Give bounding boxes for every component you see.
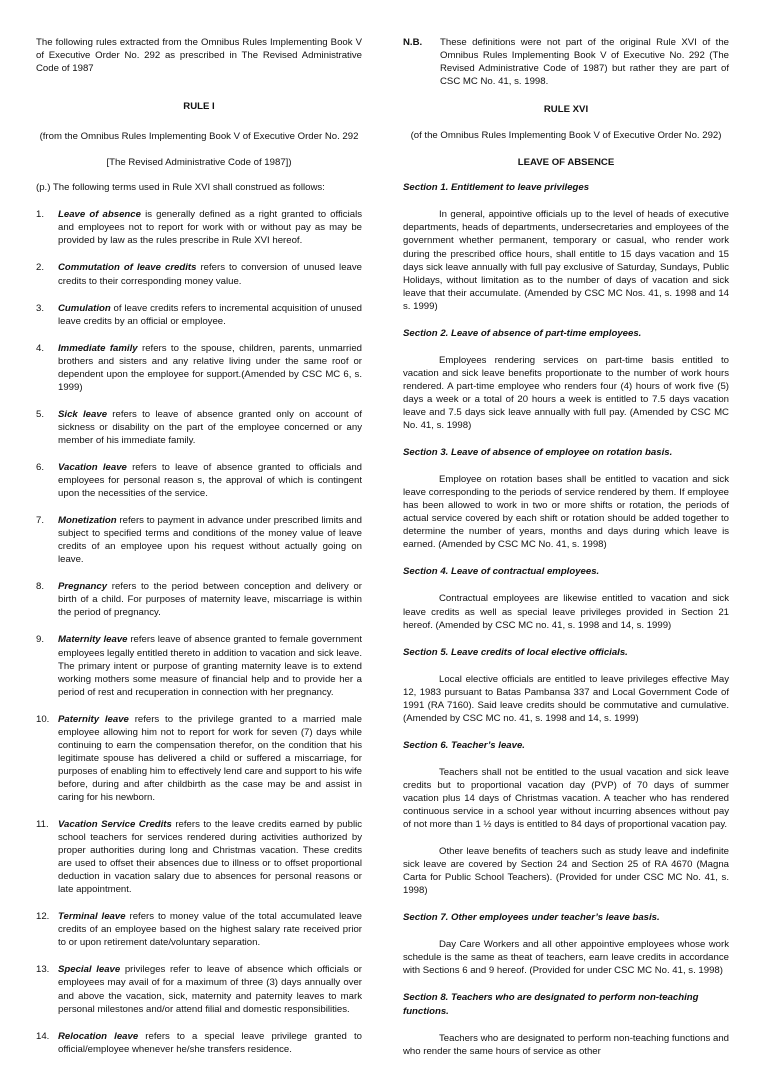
definition-number: 11. <box>36 819 49 831</box>
definition-body: refers to the privilege granted to a married male employee allowing him not to report for work for seven (7) days while continuing to earn the compensation therefor, on the condition that his legitimate spouse has delivered a child or suffered a miscarriage, for purposes of enabling him to effectively lend care and support to his wife before, during and after childbirth as the case may be and assist in caring for his newborn. <box>58 713 362 803</box>
right-column <box>403 36 729 1072</box>
definition-term: Immediate family <box>58 342 138 354</box>
definition-term: Vacation Service Credits <box>58 819 172 831</box>
definition-item <box>36 713 362 804</box>
rule-i-from: (from the Omnibus Rules Implementing Book V of Executive Order No. 292 <box>39 131 359 143</box>
rule-xvi-title: RULE XVI <box>543 104 589 116</box>
definition-number: 13. <box>36 964 50 976</box>
definition-body: refers to conversion of unused leave credits to their corresponding money value. <box>58 262 362 287</box>
section-heading: Section 3. Leave of absence of employee on rotation basis. <box>403 447 673 459</box>
definition-body: refers to money value of the total accumulated leave credits of an employee based on the highest salary rate received prior to or upon retirement date/voluntary separation. <box>58 911 363 949</box>
definition-number: 9. <box>36 634 45 646</box>
definition-number: 7. <box>36 515 45 527</box>
definition-item <box>36 261 362 287</box>
definitions-list <box>36 208 362 1055</box>
definition-body: privileges refer to leave of absence which officials or employees may avail of for a maximum of three (3) days annually over and above the vacation, sick, maternity and paternity leaves to mark personal milestones and/or attend filial and domestic responsibilities. <box>58 964 362 1015</box>
definition-text <box>58 1030 362 1056</box>
definition-item <box>36 1030 362 1056</box>
leave-of-absence-heading: LEAVE OF ABSENCE <box>517 157 615 169</box>
definition-term: Paternity leave <box>58 713 129 725</box>
definition-item <box>36 302 362 328</box>
definition-number: 8. <box>36 581 45 593</box>
definition-item <box>36 342 362 394</box>
definition-item <box>36 514 362 566</box>
rule-i-code: [The Revised Administrative Code of 1987]) <box>106 157 292 169</box>
definition-number: 4. <box>36 342 45 354</box>
section-paragraph: In general, appointive officials up to the level of heads of executive departments, heads of departments, undersecretaries and employees of the government whether permanent, temporary or casual, who render work during the prescribed office hours, shall entitle to 15 days vacation and 15 days sick leave annually with full pay exclusive of Saturday, Sundays, Public Holidays, without limitation as to the number of days of vacation and sick leave that their accumulate. (Amended by CSC MC Nos. 41, s. 1998 and 14 s. 1999) <box>403 209 729 312</box>
definition-item <box>36 818 362 896</box>
section-paragraph: Other leave benefits of teachers such as study leave and indefinite sick leave are covered by Section 24 and Section 25 of RA 4670 (Magna Carta for Public School Teachers). (Provided for under CSC MC No. 41, s. 1998) <box>403 846 729 897</box>
definition-term: Sick leave <box>58 408 108 420</box>
definition-term: Pregnancy <box>58 581 108 593</box>
definition-text <box>58 514 362 566</box>
definition-item <box>36 633 362 698</box>
definition-body: refers to a special leave privilege granted to official/employee whenever he/she transfers residence. <box>58 1030 363 1055</box>
rule-xvi-of: (of the Omnibus Rules Implementing Book V of Executive Order No. 292) <box>410 130 722 142</box>
section-heading: Section 5. Leave credits of local elective officials. <box>403 646 628 658</box>
definition-body: refers to the leave credits earned by public school teachers for services rendered during activities authorized by proper authorities during long and Christmas vacation. These credits are used to offset their absences due to illness or to offset proportional deduction in vacation salary due to absences for personal reasons or late appointment. <box>58 819 363 896</box>
definition-item <box>36 910 362 949</box>
section-heading: Section 8. Teachers who are designated to perform non-teaching functions. <box>403 992 699 1017</box>
nb-label: N.B. <box>403 37 423 48</box>
section-heading: Section 6. Teacher’s leave. <box>403 739 525 751</box>
definition-number: 2. <box>36 262 45 274</box>
definition-text <box>58 261 362 287</box>
definition-body: refers to the period between conception and delivery or birth of a child. For purposes of maternity leave, miscarriage is within the period of pregnancy. <box>58 581 362 619</box>
definition-number: 1. <box>36 209 45 221</box>
section-paragraph: Teachers shall not be entitled to the usual vacation and sick leave credits but to proportional vacation day (PVP) of 70 days of summer vacation plus 14 days of Christmas vacation. A teacher who has rendered continuous service in a school year without incurring absences without pay of not more than 1 ½ days is entitled to 84 days of proportional vacation pay. <box>403 766 729 831</box>
definition-body: refers leave of absence granted to female government employees legally entitled thereto in addition to vacation and sick leave. The primary intent or purpose of granting maternity leave is to extend working mothers some measure of financial help and to provide her a period of rest and recuperation in connection with her pregnancy. <box>58 634 362 698</box>
definition-number: 5. <box>36 408 45 420</box>
definition-item <box>36 580 362 619</box>
definition-text <box>58 963 362 1015</box>
section-paragraph: Employees rendering services on part-time basis entitled to vacation and sick leave benefits proportionate to the number of work hours rendered. A part-time employee who renders four (4) hours of work five (5) days a week or a total of 20 hours a week is entitled to 7.5 days vacation leave and 7.5 days sick leave annually with full pay. (Amended by CSC MC No. 41, s. 1998) <box>403 354 729 432</box>
definition-text <box>58 342 362 394</box>
definition-body: is generally defined as a right granted to officials and employees not to report for work with or without pay as may be provided by law as the rules prescribe in Rule XVI hereof. <box>58 209 362 247</box>
section-paragraph: Employee on rotation bases shall be entitled to vacation and sick leave corresponding to the periods of service rendered by them. If employee has been allowed to work in two or more shifts or rotation, the periods of actual service covered by each shift or rotation should be added together to determine the number of years, months and days during which leave is earned. (Amended by CSC MC No. 41, s. 1998) <box>403 474 729 551</box>
definition-item <box>36 408 362 447</box>
section-heading: Section 4. Leave of contractual employees. <box>403 566 600 578</box>
definition-text <box>58 302 362 328</box>
definition-text <box>58 580 362 619</box>
definition-text <box>58 818 362 896</box>
definition-term: Commutation of leave credits <box>58 262 197 274</box>
definition-body: refers to leave of absence granted only on account of sickness or disability on the part of the employee concerned or any member of his immediate family. <box>58 408 362 446</box>
definition-term: Maternity leave <box>58 634 128 646</box>
section-heading: Section 1. Entitlement to leave privileges <box>403 182 590 194</box>
definition-number: 3. <box>36 302 45 314</box>
definition-text <box>58 910 362 949</box>
definition-term: Relocation leave <box>58 1030 139 1042</box>
definition-number: 6. <box>36 461 45 473</box>
definition-number: 10. <box>36 713 50 725</box>
rule-i-title: RULE I <box>183 101 215 113</box>
definition-body: of leave credits refers to incremental acquisition of unused leave credits by an official or employee. <box>58 302 362 327</box>
definition-number: 12. <box>36 911 50 923</box>
definition-text <box>58 713 362 804</box>
definition-term: Special leave <box>58 964 121 976</box>
definition-term: Vacation leave <box>58 461 127 473</box>
section-heading: Section 2. Leave of absence of part-time employees. <box>403 327 642 339</box>
left-column <box>36 36 362 1070</box>
definition-number: 14. <box>36 1030 50 1042</box>
definition-body: refers to leave of absence granted to officials and employees for personal reason s, the approval of which is contingent upon the necessities of the service. <box>58 461 362 500</box>
definition-text <box>58 408 362 447</box>
definition-term: Leave of absence <box>58 209 141 221</box>
definition-body: refers to payment in advance under prescribed limits and subject to specified terms and conditions of the money value of leave credits of an employee upon his request without actually going on leave. <box>58 515 362 566</box>
definitions-lead: (p.) The following terms used in Rule XVI shall construed as follows: <box>36 182 325 194</box>
section-heading: Section 7. Other employees under teacher’s leave basis. <box>403 912 660 924</box>
definition-text <box>58 208 362 247</box>
definition-term: Cumulation <box>58 302 111 314</box>
nb-text: These definitions were not part of the original Rule XVI of the Omnibus Rules Implementing Book V of Executive No. 292 (The Revised Administrative Code of 1987) but rather they are part of CSC MC No. 41, s. 1998. <box>440 37 729 88</box>
definition-text <box>58 461 362 500</box>
intro-paragraph: The following rules extracted from the Omnibus Rules Implementing Book V of Executive Order No. 292 as prescribed in The Revised Administrative Code of 1987 <box>36 37 362 75</box>
definition-item <box>36 208 362 247</box>
sections-list <box>403 181 729 1057</box>
definition-item <box>36 461 362 500</box>
section-paragraph: Day Care Workers and all other appointive employees whose work schedule is the same as theat of teachers, earn leave credits in accordance with Sections 6 and 9 hereof. (Provided for under CSC MC No. 41, s. 1998) <box>403 939 729 977</box>
definition-term: Terminal leave <box>58 911 126 923</box>
section-paragraph: Local elective officials are entitled to leave privileges effective May 12, 1983 pursuant to Batas Pambansa 337 and Local Government Code of 1991 (RA 7160). Said leave credits should be commutative and cumulative. (Amended by CSC MC no. 41, s. 1998 and 14, s. 1999) <box>403 673 729 724</box>
section-paragraph: Teachers who are designated to perform non-teaching functions and who render the same hours of service as other <box>403 1032 729 1057</box>
definition-item <box>36 963 362 1015</box>
section-paragraph: Contractual employees are likewise entitled to vacation and sick leave credits as well as special leave privileges provided in Section 21 hereof. (Amended by CSC MC no. 41, s. 1998 and 14, s. 1999) <box>403 593 729 631</box>
nb-note <box>403 36 729 88</box>
definition-body: refers to the spouse, children, parents, unmarried brothers and sisters and any relative living under the same roof or dependent upon the employee for support.(Amended by CSC MC 6, s. 1999) <box>58 342 362 393</box>
definition-term: Monetization <box>58 515 117 527</box>
definition-text <box>58 633 362 698</box>
